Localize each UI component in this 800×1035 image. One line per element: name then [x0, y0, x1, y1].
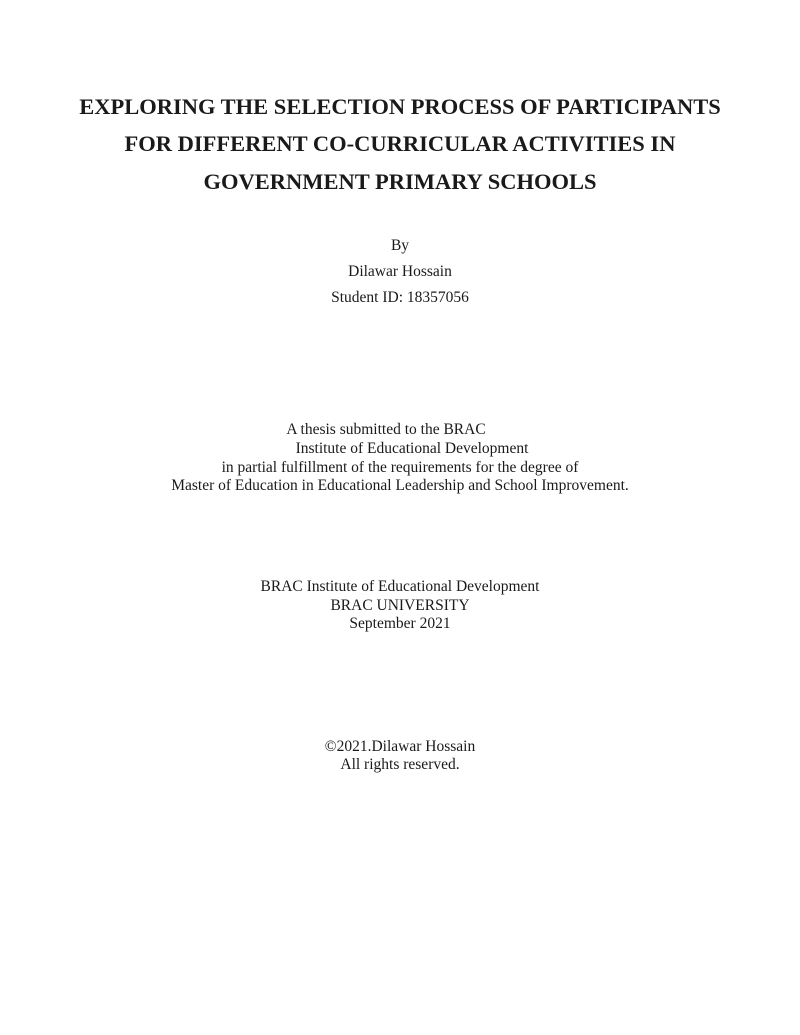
submission-date: September 2021 — [349, 615, 451, 632]
author-name: Dilawar Hossain — [348, 263, 452, 280]
institution-name: BRAC Institute of Educational Development — [260, 578, 540, 595]
title-line: EXPLORING THE SELECTION PROCESS OF PARTICIPANTS — [79, 94, 721, 119]
submission-line: A thesis submitted to the BRAC — [286, 421, 486, 438]
title-line: GOVERNMENT PRIMARY SCHOOLS — [203, 169, 597, 194]
student-id: Student ID: 18357056 — [331, 289, 469, 306]
by-label: By — [390, 237, 410, 254]
university-name: BRAC UNIVERSITY — [330, 597, 470, 614]
submission-line: Master of Education in Educational Leadership and School Improvement. — [171, 477, 629, 494]
title-line: FOR DIFFERENT CO-CURRICULAR ACTIVITIES IN — [124, 131, 676, 156]
copyright-notice: ©2021.Dilawar Hossain — [324, 738, 476, 755]
submission-line: Institute of Educational Development — [295, 440, 529, 457]
submission-line: in partial fulfillment of the requirements for the degree of — [221, 459, 579, 476]
rights-reserved: All rights reserved. — [340, 756, 460, 773]
